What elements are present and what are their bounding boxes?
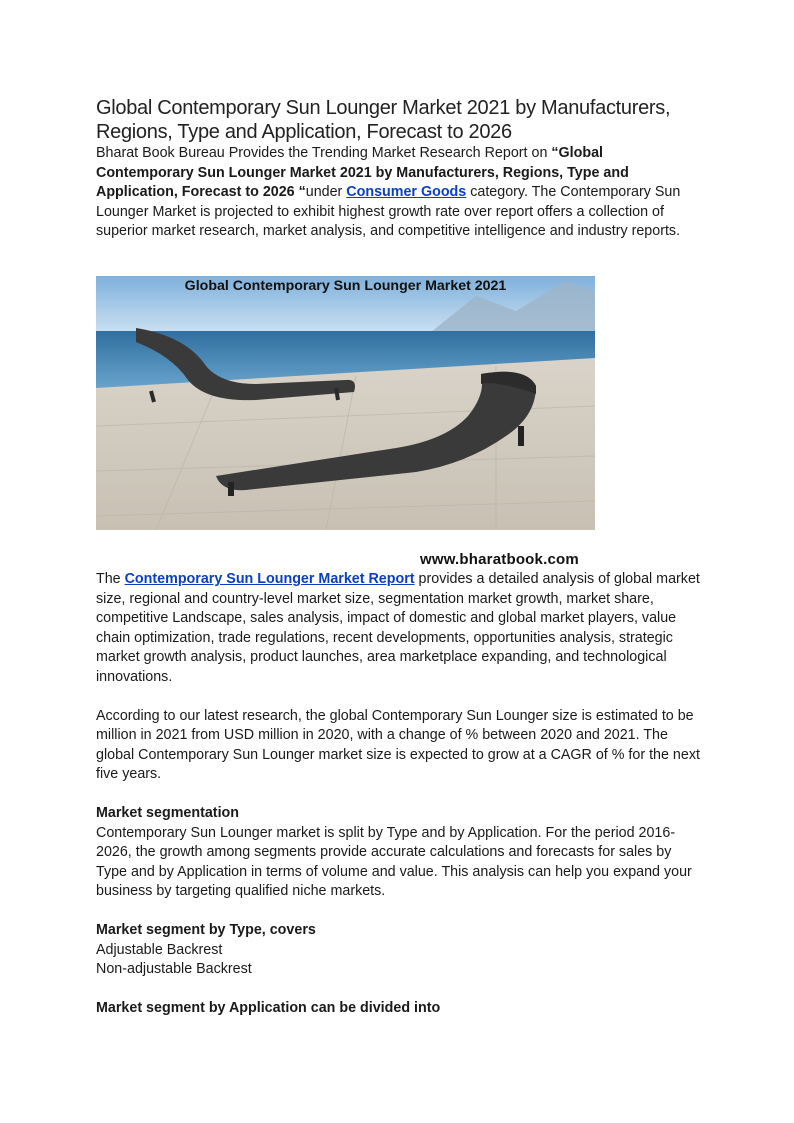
intro-under: under: [305, 184, 347, 200]
title-line-2: Regions, Type and Application, Forecast to 2026: [96, 121, 512, 143]
type-item-non-adjustable: Non-adjustable Backrest: [96, 961, 252, 977]
overview-lead: The: [96, 571, 125, 587]
intro-tail: category. The Contemporary Sun Lounger Market is projected to exhibit highest growth rate over report offers a collection of superior market research, market analysis, and competitive intelligence and industry reports.: [96, 184, 681, 239]
segmentation-heading: Market segmentation: [96, 805, 240, 821]
type-heading: Market segment by Type, covers: [96, 922, 316, 938]
overview-paragraph: [96, 570, 700, 687]
sun-lounger-photo: [96, 276, 595, 530]
research-paragraph: According to our latest research, the global Contemporary Sun Lounger size is estimated to be million in 2021 from USD million in 2020, with a change of % between 2020 and 2021. The global Contemporary Sun Lounger market size is expected to grow at a CAGR of % for the next five years.: [96, 707, 700, 782]
type-item-adjustable: Adjustable Backrest: [96, 941, 223, 958]
intro-lead: Bharat Book Bureau Provides the Trending Market Research Report on: [96, 145, 552, 161]
intro-paragraph: [96, 144, 700, 242]
document-page: [96, 96, 700, 242]
website-url: www.bharatbook.com: [420, 551, 579, 568]
overview-tail: provides a detailed analysis of global market size, regional and country-level market size, segmentation market growth, market share, competitive Landscape, sales analysis, impact of domestic and global market players, value chain optimization, trade regulations, recent developments, opportunities analysis, strategic market growth analysis, product launches, area marketplace expanding, and technological innovations.: [96, 571, 700, 685]
segmentation-paragraph: Contemporary Sun Lounger market is split by Type and by Application. For the period 2016-2026, the growth among segments provide accurate calculations and forecasts for sales by Type and by Application in terms of volume and value. This analysis can help you expand your business by targeting qualified niche markets.: [96, 824, 692, 899]
intro-report-name: “Global Contemporary Sun Lounger Market 2021 by Manufacturers, Regions, Type and Application, Forecast to 2026 “: [96, 145, 629, 200]
hero-caption: Global Contemporary Sun Lounger Market 2021: [184, 278, 507, 294]
title-line-1: Global Contemporary Sun Lounger Market 2021 by Manufacturers,: [96, 97, 671, 119]
application-heading: Market segment by Application can be divided into: [96, 1000, 441, 1016]
hero-image: [96, 276, 595, 530]
market-report-link[interactable]: Contemporary Sun Lounger Market Report: [124, 571, 415, 587]
document-body: [96, 570, 700, 1019]
page-title: [96, 96, 700, 144]
consumer-goods-link[interactable]: Consumer Goods: [346, 184, 467, 200]
